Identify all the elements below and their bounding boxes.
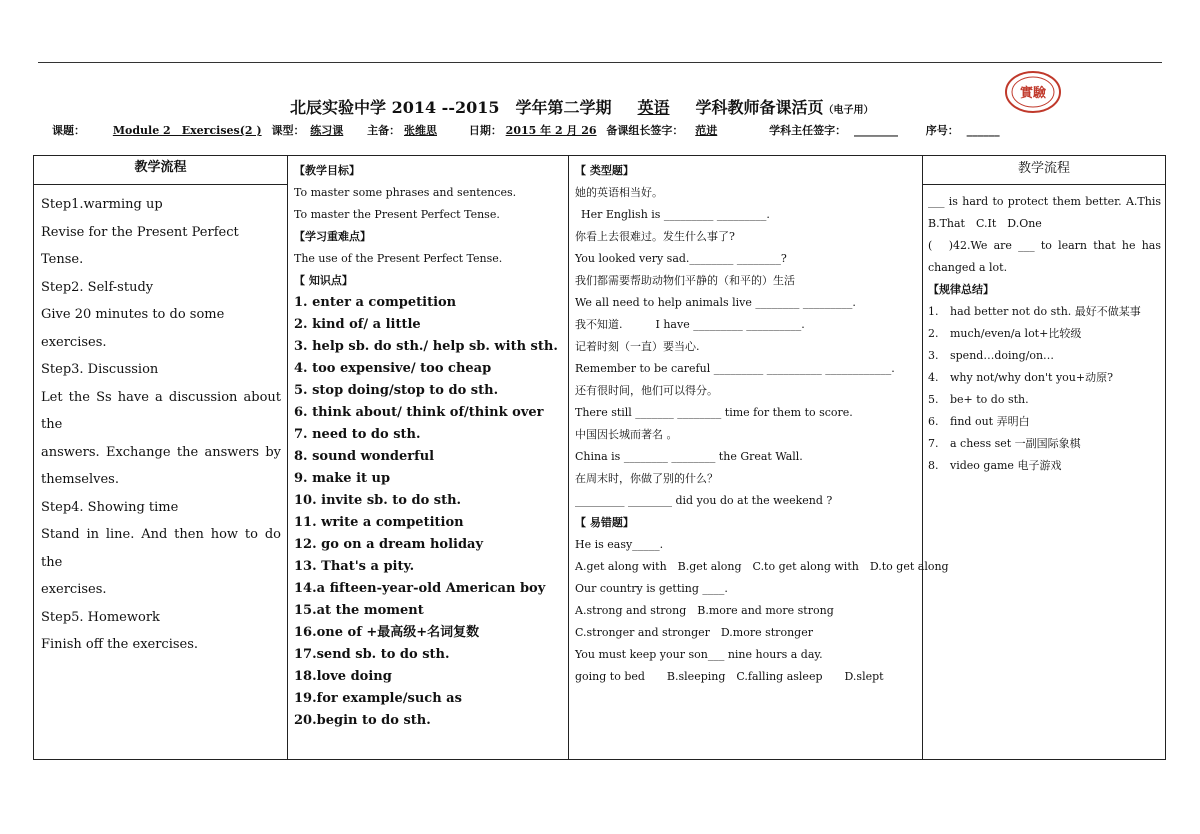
date-value: 2015 年 2 月 26 [505, 124, 597, 137]
director-label: 学科主任签字： [769, 124, 847, 137]
rule-text: spend…doing/on… [950, 349, 1055, 362]
rule-number: 8. [928, 459, 939, 472]
step-line: answers. Exchange the answers by [41, 444, 281, 460]
knowledge-point: 12. go on a dream holiday [294, 537, 484, 552]
error-question-line: A.get along with B.get along C.to get along with D.to get along [575, 560, 949, 573]
step-line: exercises. [41, 582, 107, 597]
lesson-table [33, 155, 1166, 760]
date-label: 日期： [468, 124, 502, 137]
step-line: themselves. [41, 472, 119, 487]
rule-number: 4. [928, 371, 939, 384]
rule-item [928, 345, 1161, 367]
type-value: 练习课 [310, 124, 344, 137]
serial-label: 序号： [925, 124, 959, 137]
title-note: （电子用） [823, 105, 874, 116]
rule-number: 3. [928, 349, 939, 362]
rule-item [928, 367, 1161, 389]
exercise-line: Remember to be careful _________ __________ ____________. [575, 362, 895, 375]
question-line: ___ is hard to protect them better. A.This [928, 195, 1161, 208]
exercise-line: Her English is _________ _________. [581, 208, 770, 221]
knowledge-point: 15.at the moment [294, 603, 424, 618]
exercise-line: We all need to help animals live ________ _________. [575, 296, 856, 309]
page-title [290, 95, 874, 118]
rule-item [928, 389, 1161, 411]
author-value: 张维思 [403, 124, 437, 137]
rule-item [928, 455, 1161, 477]
knowledge-point: 19.for example/such as [294, 691, 462, 706]
knowledge-point: 7. need to do sth. [294, 427, 421, 442]
school-seal-logo [1004, 70, 1062, 114]
goal-line: To master some phrases and sentences. [294, 186, 517, 199]
exercise-line: 还有很时间，他们可以得分。 [575, 384, 718, 397]
knowledge-point: 13. That's a pity. [294, 559, 415, 574]
exercise-line: China is ________ ________ the Great Wall. [575, 450, 803, 463]
knowledge-point: 14.a fifteen-year-old American boy [294, 581, 546, 596]
knowledge-point: 6. think about/ think of/think over [294, 405, 544, 420]
summary-column [923, 156, 1165, 759]
knowledge-point: 4. too expensive/ too cheap [294, 361, 492, 376]
error-question-line: Our country is getting ____. [575, 582, 728, 595]
knowledge-point: 8. sound wonderful [294, 449, 435, 464]
rule-text: why not/why don't you+动原? [950, 371, 1113, 384]
error-question-line: C.stronger and stronger D.more stronger [575, 626, 813, 639]
error-question-line: He is easy_____. [575, 538, 664, 551]
rule-text: had better not do sth. 最好不做某事 [950, 305, 1141, 318]
knowledge-point: 2. kind of/ a little [294, 317, 421, 332]
title-rest: 学科教师备课活页 [695, 98, 824, 117]
error-question-line: You must keep your son___ nine hours a day. [575, 648, 823, 661]
svg-text:實驗: 實驗 [1019, 86, 1047, 101]
knowledge-point: 17.send sb. to do sth. [294, 647, 450, 662]
rule-text: much/even/a lot+比较级 [950, 327, 1082, 340]
lesson-meta-row [52, 122, 1000, 138]
exercise-line: 我们都需要帮助动物们平静的（和平的）生活 [575, 274, 795, 287]
title-subject: 英语 [637, 98, 670, 117]
exercise-line: You looked very sad.________ ________? [575, 252, 787, 265]
exercises-column [569, 156, 949, 759]
rules-summary-title: 【规律总结】 [928, 283, 994, 296]
step-line: Step5. Homework [41, 609, 160, 625]
title-main: 北辰实验中学 2014 --2015 学年第二学期 [290, 98, 612, 117]
step-line: Step1.warming up [41, 197, 163, 212]
knowledge-point: 16.one of +最高级+名词复数 [294, 625, 480, 640]
summary-column-header: 教学流程 [923, 156, 1165, 185]
step-line: Stand in line. And then how to do the [41, 527, 281, 570]
rule-number: 5. [928, 393, 939, 406]
exercise-line: There still _______ ________ time for them to score. [575, 406, 853, 419]
knowledge-point: 1. enter a competition [294, 295, 457, 310]
step-line: Revise for the Present Perfect Tense. [41, 224, 239, 267]
group-leader-value: 范进 [695, 124, 718, 137]
step-line: Give 20 minutes to do some exercises. [41, 307, 225, 350]
knowledge-point: 5. stop doing/stop to do sth. [294, 383, 499, 398]
step-line: Step2. Self-study [41, 279, 154, 295]
rule-text: find out 弄明白 [950, 415, 1030, 428]
rule-item [928, 433, 1161, 455]
exercise-line: 她的英语相当好。 [575, 186, 663, 199]
exercise-line: 记着时刻（一直）要当心. [575, 340, 700, 353]
knowledge-point: 3. help sb. do sth./ help sb. with sth. [294, 339, 558, 354]
author-label: 主备： [367, 124, 401, 137]
step-line: Finish off the exercises. [41, 637, 199, 652]
question-line: B.That C.It D.One [928, 217, 1042, 230]
knowledge-point: 10. invite sb. to do sth. [294, 493, 462, 508]
error-prone-title: 【 易错题】 [575, 516, 634, 529]
exercise-line: _________ ________ did you do at the weekend ? [575, 494, 833, 507]
rule-item [928, 301, 1161, 323]
question-line: changed a lot. [928, 261, 1008, 274]
teaching-process-header: 教学流程 [34, 156, 287, 185]
error-question-line: A.strong and strong B.more and more strong [575, 604, 834, 617]
exercise-line: 中国因长城而著名 。 [575, 428, 678, 441]
rule-number: 1. [928, 305, 939, 318]
teaching-process-column [34, 156, 288, 759]
rule-item [928, 411, 1161, 433]
error-question-line: going to bed B.sleeping C.falling asleep D.slept [575, 670, 884, 683]
serial-value: ______ [966, 124, 1000, 137]
step-line: Let the Ss have a discussion about the [41, 389, 281, 432]
knowledge-points-title: 【 知识点】 [294, 274, 353, 287]
rule-text: video game 电子游戏 [950, 459, 1062, 472]
director-value: ________ [853, 124, 898, 137]
group-leader-label: 备课组长签字： [606, 124, 684, 137]
type-questions-title: 【 类型题】 [575, 164, 634, 177]
rule-number: 7. [928, 437, 939, 450]
topic-label: 课题： [52, 124, 85, 137]
knowledge-point: 9. make it up [294, 471, 391, 486]
exercise-line: 在周末时，你做了别的什么？ [575, 472, 718, 485]
knowledge-point: 11. write a competition [294, 515, 464, 530]
question-line: ( )42.We are ___ to learn that he has [928, 239, 1161, 252]
key-points-title: 【学习重难点】 [294, 230, 371, 243]
goal-line: To master the Present Perfect Tense. [294, 208, 500, 221]
rule-text: a chess set 一副国际象棋 [950, 437, 1081, 450]
exercise-line: 我不知道. I have _________ __________. [575, 318, 805, 331]
rule-number: 2. [928, 327, 939, 340]
topic-value: Module 2 Exercises(2 ) [112, 124, 262, 137]
objectives-column [288, 156, 569, 759]
rule-number: 6. [928, 415, 939, 428]
header-rule [38, 62, 1162, 63]
knowledge-point: 18.love doing [294, 669, 392, 684]
step-line: Step4. Showing time [41, 499, 179, 515]
knowledge-point: 20.begin to do sth. [294, 713, 431, 728]
rule-item [928, 323, 1161, 345]
rule-text: be+ to do sth. [950, 393, 1029, 406]
exercise-line: 你看上去很难过。发生什么事了? [575, 230, 735, 243]
type-label: 课型： [271, 124, 305, 137]
key-point-line: The use of the Present Perfect Tense. [294, 252, 503, 265]
teaching-steps [34, 185, 287, 659]
step-line: Step3. Discussion [41, 362, 159, 377]
goal-title: 【教学目标】 [294, 164, 360, 177]
